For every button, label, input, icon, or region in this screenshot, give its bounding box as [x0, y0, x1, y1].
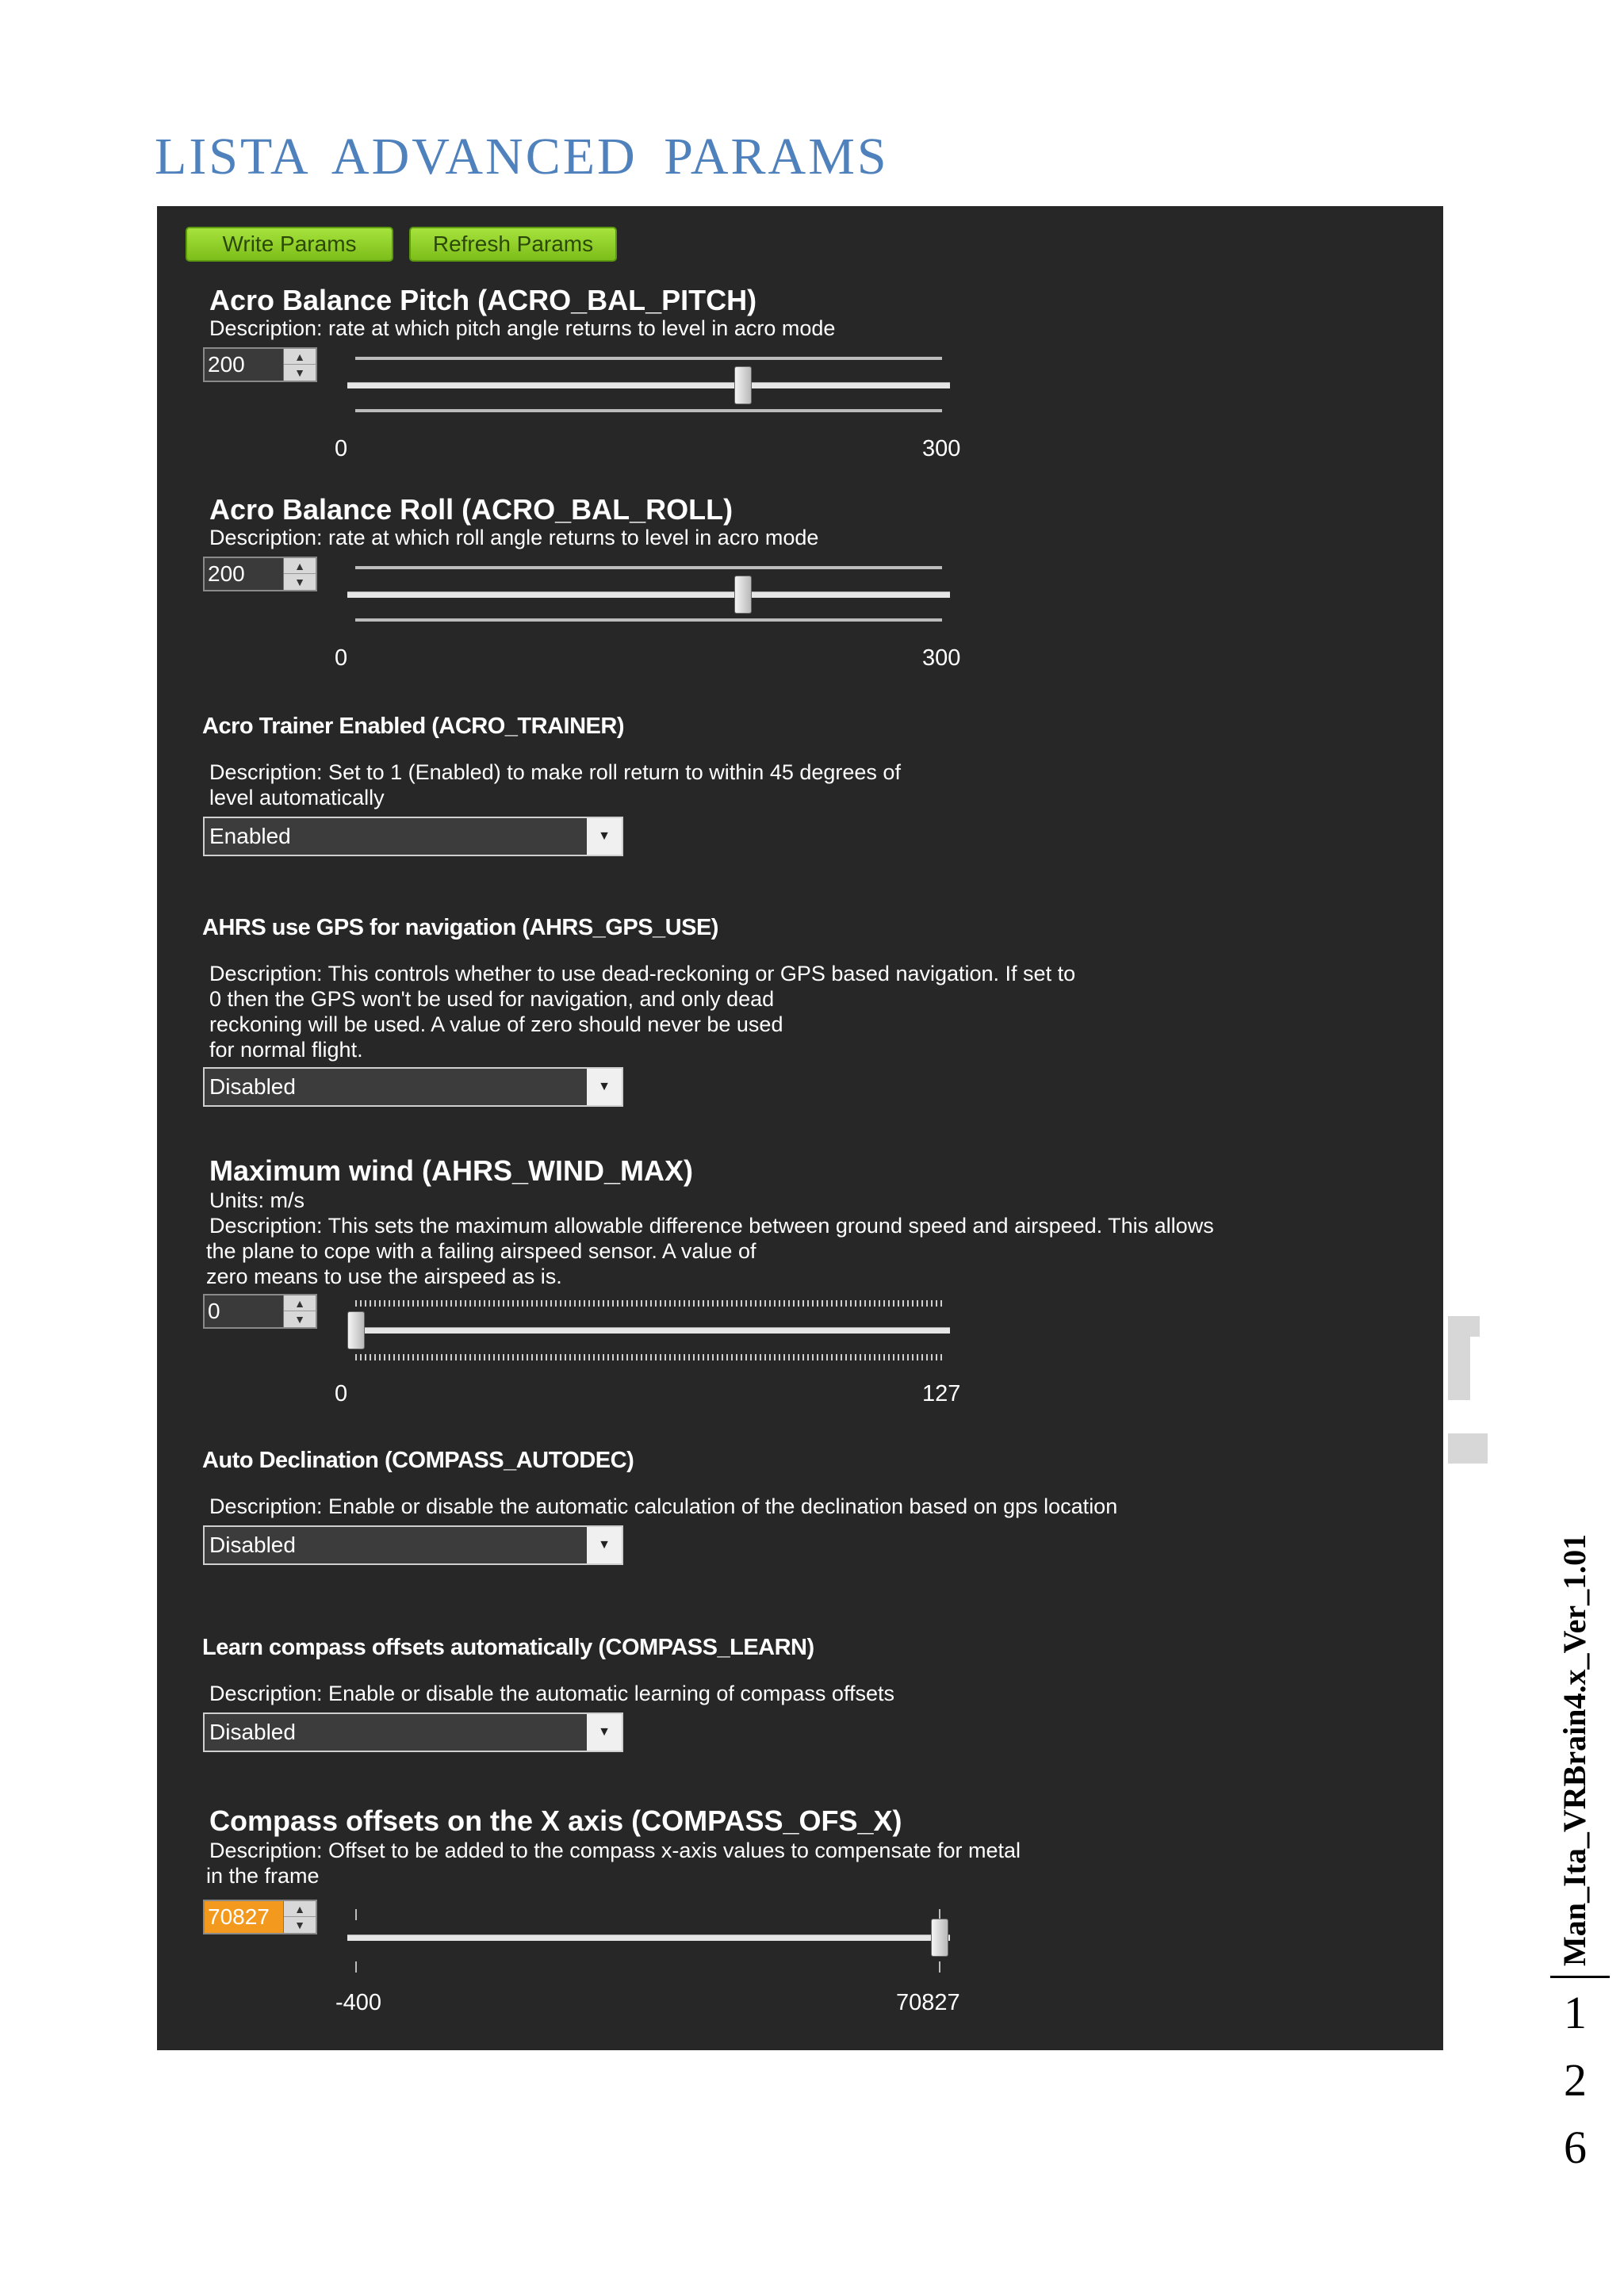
- spinner-arrows[interactable]: [283, 558, 316, 590]
- footer-rule: [1550, 1976, 1610, 1978]
- spinner-value: 200: [208, 561, 245, 586]
- param-dropdown[interactable]: [203, 1067, 623, 1107]
- document-title: Man_Ita_VRBrain4.x_Ver_1.01: [1557, 1533, 1592, 1966]
- param-title: Maximum wind (AHRS_WIND_MAX): [209, 1154, 694, 1187]
- slider-ticks-bottom: [355, 409, 942, 412]
- slider-tick: [355, 1961, 357, 1973]
- param-title: Compass offsets on the X axis (COMPASS_OFS_X): [209, 1804, 902, 1837]
- dropdown-selected: Disabled: [209, 1074, 296, 1099]
- slider-ticks-bottom: [355, 1354, 942, 1360]
- panel-edge-artifact: [1448, 1337, 1470, 1400]
- param-dropdown[interactable]: [203, 817, 623, 856]
- param-description-line: zero means to use the airspeed as is.: [206, 1265, 562, 1288]
- slider-max-label: 127: [922, 1381, 961, 1406]
- slider-max-label: 300: [922, 645, 961, 671]
- down-arrow-icon[interactable]: ▼: [294, 366, 305, 379]
- param-value-spinner[interactable]: [203, 1900, 317, 1934]
- param-description: Description: Enable or disable the automatic calculation of the declination based on gps location: [209, 1494, 1118, 1518]
- param-description-line: 0 then the GPS won't be used for navigation, and only dead: [209, 987, 775, 1011]
- param-description-line: reckoning will be used. A value of zero should never be used: [209, 1012, 783, 1036]
- down-arrow-icon[interactable]: ▼: [294, 1313, 305, 1326]
- chevron-down-icon[interactable]: ▼: [587, 1527, 622, 1563]
- slider-max-label: 70827: [896, 1990, 960, 2015]
- chevron-down-icon[interactable]: ▼: [587, 1069, 622, 1105]
- panel-edge-artifact: [1448, 1316, 1480, 1337]
- page-number-digit: 6: [1564, 2122, 1587, 2173]
- dropdown-selected: Enabled: [209, 824, 291, 848]
- param-slider-track[interactable]: [347, 382, 950, 388]
- param-description: Description: Enable or disable the automatic learning of compass offsets: [209, 1682, 894, 1705]
- down-arrow-icon[interactable]: ▼: [294, 576, 305, 588]
- slider-ticks-bottom: [355, 618, 942, 622]
- param-slider-thumb[interactable]: [734, 576, 752, 614]
- param-description-line: level automatically: [209, 786, 385, 809]
- spinner-arrows[interactable]: [283, 349, 316, 381]
- param-slider-thumb[interactable]: [734, 366, 752, 404]
- down-arrow-icon[interactable]: ▼: [294, 1919, 305, 1931]
- param-slider-thumb[interactable]: [347, 1311, 365, 1349]
- page-number-digit: 1: [1564, 1987, 1587, 2038]
- slider-ticks-top: [355, 566, 942, 569]
- param-title: Acro Balance Roll (ACRO_BAL_ROLL): [209, 493, 733, 526]
- param-description-line: Description: This sets the maximum allowable difference between ground speed and airspeed. This allows: [209, 1214, 1214, 1238]
- slider-min-label: 0: [335, 436, 348, 461]
- up-arrow-icon[interactable]: ▲: [284, 349, 316, 365]
- param-value-spinner[interactable]: [203, 557, 317, 591]
- up-arrow-icon[interactable]: ▲: [284, 558, 316, 574]
- write-params-button[interactable]: Write Params: [186, 227, 393, 262]
- slider-min-label: 0: [335, 645, 348, 671]
- param-title: Learn compass offsets automatically (COMPASS_LEARN): [202, 1635, 814, 1660]
- panel-edge-artifact: [1448, 1433, 1488, 1464]
- param-title: Auto Declination (COMPASS_AUTODEC): [202, 1448, 634, 1473]
- slider-ticks-top: [355, 1300, 942, 1307]
- up-arrow-icon[interactable]: ▲: [284, 1295, 316, 1311]
- param-description: Description: rate at which pitch angle returns to level in acro mode: [209, 316, 836, 340]
- dropdown-selected: Disabled: [209, 1533, 296, 1557]
- refresh-params-button[interactable]: Refresh Params: [409, 227, 617, 262]
- param-slider-track[interactable]: [347, 1934, 950, 1941]
- param-title: Acro Balance Pitch (ACRO_BAL_PITCH): [209, 284, 757, 316]
- param-dropdown[interactable]: [203, 1525, 623, 1565]
- param-description-line: for normal flight.: [209, 1038, 363, 1062]
- spinner-arrows[interactable]: [283, 1295, 316, 1327]
- param-units: Units: m/s: [209, 1188, 305, 1212]
- slider-tick: [939, 1961, 940, 1973]
- param-description-line: in the frame: [206, 1864, 320, 1888]
- param-slider-thumb[interactable]: [931, 1919, 948, 1957]
- dropdown-selected: Disabled: [209, 1720, 296, 1744]
- slider-ticks-top: [355, 357, 942, 360]
- chevron-down-icon[interactable]: ▼: [587, 818, 622, 855]
- slider-max-label: 300: [922, 436, 961, 461]
- slider-min-label: 0: [335, 1381, 348, 1406]
- slider-tick: [355, 1909, 357, 1920]
- param-title: AHRS use GPS for navigation (AHRS_GPS_USE): [202, 915, 718, 940]
- param-value-spinner[interactable]: [203, 1294, 317, 1329]
- param-slider-track[interactable]: [347, 591, 950, 598]
- up-arrow-icon[interactable]: ▲: [284, 1901, 316, 1917]
- param-title: Acro Trainer Enabled (ACRO_TRAINER): [202, 714, 624, 739]
- page-heading: LISTA ADVANCED PARAMS: [155, 128, 889, 186]
- param-description: Description: rate at which roll angle returns to level in acro mode: [209, 526, 819, 549]
- param-description-line: Description: This controls whether to use dead-reckoning or GPS based navigation. If set to: [209, 962, 1076, 985]
- page-number-digit: 2: [1564, 2054, 1587, 2106]
- chevron-down-icon[interactable]: ▼: [587, 1714, 622, 1751]
- spinner-value: 200: [208, 352, 245, 377]
- spinner-value: 0: [208, 1299, 220, 1323]
- spinner-value: 70827: [208, 1904, 270, 1929]
- slider-min-label: -400: [335, 1990, 382, 2015]
- param-description-line: the plane to cope with a failing airspeed sensor. A value of: [206, 1239, 756, 1263]
- panel-edge-artifact: [1443, 1134, 1450, 2050]
- advanced-params-panel: [157, 206, 1443, 2050]
- param-description-line: Description: Set to 1 (Enabled) to make roll return to within 45 degrees of: [209, 760, 901, 784]
- param-value-spinner[interactable]: [203, 347, 317, 382]
- spinner-arrows[interactable]: [283, 1901, 316, 1933]
- param-slider-track[interactable]: [347, 1327, 950, 1334]
- param-dropdown[interactable]: [203, 1712, 623, 1752]
- param-description-line: Description: Offset to be added to the compass x-axis values to compensate for metal: [209, 1839, 1021, 1862]
